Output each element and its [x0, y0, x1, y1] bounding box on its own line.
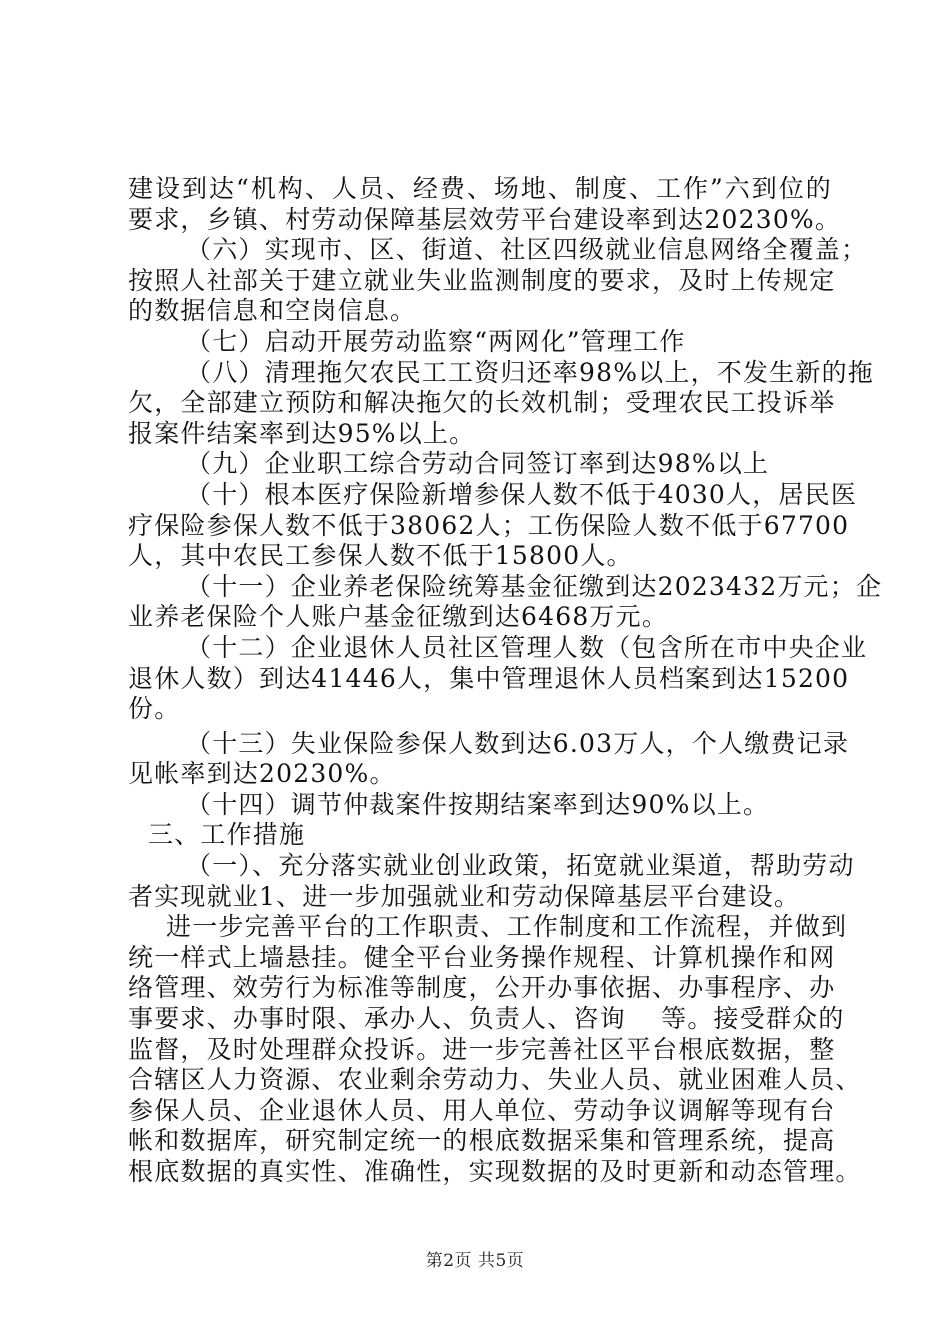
document-line: 欠，全部建立预防和解决拖欠的长效机制；受理农民工投诉举: [128, 388, 836, 418]
document-line: 统一样式上墙悬挂。健全平台业务操作规程、计算机操作和网: [128, 942, 836, 972]
document-line: 业养老保险个人账户基金征缴到达6468万元。: [128, 602, 669, 632]
document-body: [128, 174, 883, 1188]
document-line: （七）启动开展劳动监察“两网化”管理工作: [186, 326, 686, 356]
document-line: 按照人社部关于建立就业失业监测制度的要求，及时上传规定: [128, 265, 836, 295]
document-line: 合辖区人力资源、农业剩余劳动力、失业人员、就业困难人员、: [128, 1065, 862, 1095]
document-line: 人，其中农民工参保人数不低于15800人。: [128, 541, 633, 571]
document-line: 的数据信息和空岗信息。: [128, 296, 417, 326]
document-line: （九）企业职工综合劳动合同签订率到达98%以上: [186, 449, 770, 479]
document-line: （八）清理拖欠农民工工资归还率98%以上，不发生新的拖: [186, 357, 874, 387]
document-line: 事要求、办事时限、承办人、负责人、咨询 等。接受群众的: [128, 1004, 845, 1034]
document-line: （十三）失业保险参保人数到达6.03万人，个人缴费记录: [186, 728, 850, 758]
document-line: （十）根本医疗保险新增参保人数不低于4030人，居民医: [186, 479, 858, 509]
document-line: 进一步完善平台的工作职责、工作制度和工作流程，并做到: [166, 912, 848, 942]
document-line: 要求，乡镇、村劳动保障基层效劳平台建设率到达20230%。: [128, 204, 842, 234]
document-line: （十一）企业养老保险统筹基金征缴到达2023432万元；企: [186, 571, 883, 601]
document-line: 见帐率到达20230%。: [128, 759, 396, 789]
document-line: 份。: [128, 694, 181, 724]
document-line: 帐和数据库，研究制定统一的根底数据采集和管理系统，提高: [128, 1126, 836, 1156]
document-line: 参保人员、企业退休人员、用人单位、劳动争议调解等现有台: [128, 1095, 836, 1125]
page-number-footer: 第2页 共5页: [425, 1251, 525, 1271]
document-line: 监督，及时处理群众投诉。进一步完善社区平台根底数据，整: [128, 1034, 836, 1064]
document-line: （十二）企业退休人员社区管理人数（包含所在市中央企业: [186, 632, 868, 662]
document-line: （十四）调节仲裁案件按期结案率到达90%以上。: [186, 789, 770, 819]
document-line: 根底数据的真实性、准确性，实现数据的及时更新和动态管理。: [128, 1157, 862, 1186]
document-line: 络管理、效劳行为标准等制度，公开办事依据、办事程序、办: [128, 973, 836, 1003]
document-line: 三、工作措施: [148, 820, 306, 850]
document-line: （一）、充分落实就业创业政策，拓宽就业渠道，帮助劳动: [186, 851, 855, 881]
document-line: 建设到达“机构、人员、经费、场地、制度、工作”六到位的: [128, 174, 832, 203]
document-line: 报案件结案率到达95%以上。: [128, 418, 476, 448]
document-line: （六）实现市、区、街道、社区四级就业信息网络全覆盖；: [186, 235, 868, 265]
document-line: 者实现就业1、进一步加强就业和劳动保障基层平台建设。: [128, 881, 801, 911]
document-line: 疗保险参保人数不低于38062人；工伤保险人数不低于67700: [128, 510, 850, 540]
document-line: 退休人数）到达41446人，集中管理退休人员档案到达15200: [128, 663, 850, 693]
